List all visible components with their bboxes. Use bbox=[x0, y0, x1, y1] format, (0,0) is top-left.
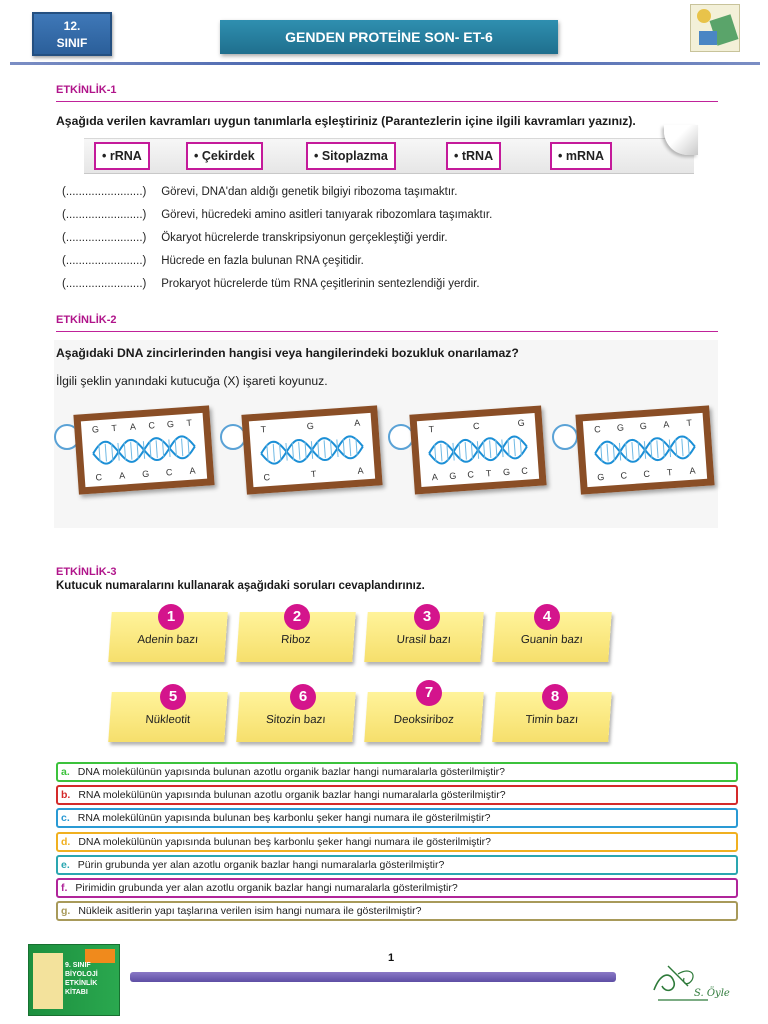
dna-base-letter: A bbox=[357, 465, 364, 476]
dna-base-pair bbox=[657, 440, 658, 458]
question-box bbox=[56, 878, 738, 898]
dna-base-pair bbox=[465, 442, 466, 460]
dna-frame-3 bbox=[409, 405, 546, 494]
checkbox-circle-4[interactable] bbox=[552, 424, 578, 450]
dna-base-pair bbox=[490, 440, 491, 458]
dna-base-letter: A bbox=[431, 471, 439, 483]
question-text: DNA molekülünün yapısında bulunan azotlu organik bazlar hangi numaralarla gösterilmiştir? bbox=[77, 766, 506, 778]
dna-base-letter: A bbox=[662, 419, 670, 430]
dna-frame-4 bbox=[575, 405, 714, 494]
note-number-1: 1 bbox=[158, 604, 184, 630]
page-curl-icon bbox=[664, 125, 698, 155]
dna-base-letter: G bbox=[517, 417, 526, 429]
dna-base-pair bbox=[619, 443, 620, 461]
book-title-1: BİYOLOJİ bbox=[65, 971, 98, 978]
dna-base-pair bbox=[477, 441, 478, 459]
activity2-divider bbox=[56, 331, 718, 332]
dna-base-letter: G bbox=[448, 470, 457, 482]
question-text: Pirimidin grubunda yer alan azotlu organik bazlar hangi numaralarla gösterilmiştir? bbox=[75, 882, 458, 894]
answer-blank[interactable]: (........................) bbox=[62, 209, 147, 221]
definition-row bbox=[62, 186, 457, 198]
signature-logo-icon bbox=[648, 960, 744, 1004]
definition-text: Ökaryot hücrelerde transkripsiyonun gerçekleştiği yerdir. bbox=[161, 232, 448, 244]
question-box bbox=[56, 832, 738, 852]
dna-base-pair bbox=[156, 440, 157, 458]
question-box bbox=[56, 855, 738, 875]
definition-row bbox=[62, 278, 480, 290]
worksheet-title: GENDEN PROTEİNE SON- ET-6 bbox=[220, 20, 558, 54]
dna-base-pair bbox=[143, 441, 144, 459]
term-trna: • tRNA bbox=[446, 142, 501, 170]
question-box bbox=[56, 808, 738, 828]
dna-base-pair bbox=[118, 443, 119, 461]
book-cover-icon bbox=[28, 944, 120, 1016]
dna-strand-drawing bbox=[583, 413, 707, 487]
term-cekirdek: • Çekirdek bbox=[186, 142, 263, 170]
dna-base-pair bbox=[299, 442, 300, 460]
dna-base-letter: A bbox=[129, 421, 137, 432]
definition-text: Hücrede en fazla bulunan RNA çeşitidir. bbox=[161, 255, 364, 267]
note-number-7: 7 bbox=[416, 680, 442, 706]
answer-blank[interactable]: (........................) bbox=[62, 186, 147, 198]
dna-base-letter: C bbox=[620, 470, 628, 481]
question-letter: a. bbox=[61, 766, 70, 778]
question-letter: e. bbox=[61, 858, 70, 871]
grade-label: SINIF bbox=[56, 36, 88, 50]
dna-base-letter: A bbox=[353, 417, 361, 428]
dna-base-pair bbox=[453, 443, 454, 461]
definition-row bbox=[62, 255, 364, 267]
question-letter: c. bbox=[61, 812, 70, 825]
definition-text: Prokaryot hücrelerde tüm RNA çeşitlerinin sentezlendiği yerdir. bbox=[161, 278, 480, 290]
dna-base-pair bbox=[286, 443, 287, 461]
dna-base-letter: G bbox=[306, 420, 315, 432]
question-text: DNA molekülünün yapısında bulunan beş karbonlu şeker hangi numara ile gösterilmiştir? bbox=[78, 835, 491, 848]
definition-text: Görevi, DNA'dan aldığı genetik bilgiyi ribozoma taşımaktır. bbox=[161, 186, 458, 198]
grade-badge bbox=[32, 12, 112, 56]
dna-strand-drawing bbox=[81, 413, 207, 487]
dna-base-pair bbox=[324, 440, 325, 458]
note-label: Sitozin bazı bbox=[265, 714, 326, 726]
term-sitoplazma: • Sitoplazma bbox=[306, 142, 396, 170]
dna-base-letter: T bbox=[260, 424, 267, 435]
activity1-divider bbox=[56, 101, 718, 102]
activity3-heading: ETKİNLİK-3 bbox=[56, 566, 117, 578]
note-label: Urasil bazı bbox=[396, 634, 452, 646]
dna-base-letter: C bbox=[643, 468, 651, 480]
dna-base-letter: G bbox=[502, 466, 511, 478]
dna-base-pair bbox=[669, 439, 670, 457]
note-label: Guanin bazı bbox=[520, 634, 584, 646]
dna-base-letter: C bbox=[263, 472, 271, 483]
dna-base-letter: T bbox=[111, 422, 118, 434]
question-letter: f. bbox=[61, 882, 68, 894]
question-text: RNA molekülünün yapısında bulunan beş karbonlu şeker hangi numara ile gösterilmiştir? bbox=[77, 812, 491, 825]
activity1-heading: ETKİNLİK-1 bbox=[56, 84, 117, 96]
cover-thumbnail-icon bbox=[690, 4, 740, 52]
dna-base-letter: G bbox=[616, 422, 625, 433]
note-label: Adenin bazı bbox=[136, 634, 199, 646]
definition-text: Görevi, hücredeki amino asitleri tanıyarak ribozomlara taşımaktır. bbox=[161, 209, 493, 221]
dna-base-letter: G bbox=[166, 418, 175, 430]
dna-base-pair bbox=[644, 441, 645, 459]
question-letter: g. bbox=[61, 905, 71, 918]
note-number-6: 6 bbox=[290, 684, 316, 710]
dna-frame-2 bbox=[241, 405, 382, 494]
dna-base-pair bbox=[273, 444, 274, 462]
dna-strand-drawing bbox=[249, 413, 375, 487]
question-box bbox=[56, 901, 738, 921]
note-number-8: 8 bbox=[542, 684, 568, 710]
term-mrna: • mRNA bbox=[550, 142, 612, 170]
question-text: RNA molekülünün yapısında bulunan azotlu organik bazlar hangi numaralarla gösterilmiştir? bbox=[78, 789, 506, 802]
header-divider bbox=[10, 62, 760, 65]
dna-base-pair bbox=[350, 439, 351, 457]
dna-base-pair bbox=[502, 440, 503, 458]
dna-base-letter: A bbox=[689, 465, 696, 476]
dna-base-letter: T bbox=[310, 468, 317, 480]
note-label: Riboz bbox=[280, 634, 311, 646]
signature-text: S. Öyle bbox=[694, 988, 730, 999]
dna-base-letter: G bbox=[639, 420, 648, 432]
term-rrna: • rRNA bbox=[94, 142, 150, 170]
note-number-5: 5 bbox=[160, 684, 186, 710]
note-label: Deoksiriboz bbox=[393, 714, 455, 726]
book-title-3: KİTABI bbox=[65, 989, 88, 996]
page-number: 1 bbox=[388, 952, 395, 964]
dna-base-pair bbox=[682, 439, 683, 457]
activity1-instruction: Aşağıda verilen kavramları uygun tanımlarla eşleştiriniz (Parantezlerin içine ilgili kavramları yazınız). bbox=[56, 114, 636, 128]
dna-base-letter: T bbox=[666, 467, 673, 478]
dna-strand-drawing bbox=[417, 413, 539, 487]
dna-base-letter: C bbox=[467, 469, 475, 480]
dna-base-letter: C bbox=[593, 424, 602, 435]
question-letter: b. bbox=[61, 789, 71, 802]
footer-bar bbox=[130, 972, 616, 982]
question-text: Nükleik asitlerin yapı taşlarına verilen isim hangi numara ile gösterilmiştir? bbox=[78, 905, 422, 918]
dna-base-letter: A bbox=[189, 465, 196, 476]
dna-base-pair bbox=[131, 442, 132, 460]
note-label: Timin bazı bbox=[525, 714, 579, 726]
dna-base-pair bbox=[441, 444, 442, 462]
dna-base-letter: C bbox=[95, 472, 103, 483]
activity2-heading: ETKİNLİK-2 bbox=[56, 314, 117, 326]
activity2-question: Aşağıdaki DNA zincirlerinden hangisi veya hangilerindeki bozukluk onarılamaz? bbox=[56, 346, 519, 360]
answer-blank[interactable]: (........................) bbox=[62, 232, 147, 244]
dna-base-letter: A bbox=[118, 470, 126, 481]
dna-base-pair bbox=[182, 439, 183, 457]
dna-base-letter: C bbox=[165, 467, 173, 478]
definition-row bbox=[62, 209, 492, 221]
question-box bbox=[56, 785, 738, 805]
question-text: Pürin grubunda yer alan azotlu organik bazlar hangi numaralarla gösterilmiştir? bbox=[77, 858, 445, 871]
dna-frame-1 bbox=[73, 405, 214, 494]
dna-base-pair bbox=[514, 439, 515, 457]
question-letter: d. bbox=[61, 835, 71, 848]
question-box bbox=[56, 762, 738, 782]
activity3-instruction: Kutucuk numaralarını kullanarak aşağıdaki soruları cevaplandırınız. bbox=[56, 580, 425, 592]
dna-base-letter: T bbox=[485, 468, 492, 479]
dna-base-letter: T bbox=[186, 417, 193, 428]
answer-blank[interactable]: (........................) bbox=[62, 278, 147, 290]
dna-base-letter: G bbox=[141, 468, 150, 480]
note-number-3: 3 bbox=[414, 604, 440, 630]
book-grade: 9. SINIF bbox=[65, 962, 91, 969]
dna-base-letter: G bbox=[596, 471, 605, 483]
dna-base-pair bbox=[169, 439, 170, 457]
dna-base-pair bbox=[105, 444, 106, 462]
dna-base-pair bbox=[311, 441, 312, 459]
dna-base-letter: C bbox=[520, 465, 529, 477]
dna-base-pair bbox=[632, 442, 633, 460]
book-title-2: ETKİNLİK bbox=[65, 980, 98, 987]
dna-base-pair bbox=[337, 439, 338, 457]
grade-number: 12. bbox=[63, 19, 81, 33]
definition-row bbox=[62, 232, 448, 244]
note-number-4: 4 bbox=[534, 604, 560, 630]
dna-base-letter: C bbox=[472, 420, 480, 432]
activity2-instruction: İlgili şeklin yanındaki kutucuğa (X) işareti koyunuz. bbox=[56, 374, 328, 388]
answer-blank[interactable]: (........................) bbox=[62, 255, 147, 267]
dna-base-letter: C bbox=[148, 420, 156, 431]
note-label: Nükleotit bbox=[144, 714, 191, 726]
dna-base-letter: T bbox=[428, 424, 435, 435]
dna-base-letter: T bbox=[686, 417, 693, 429]
note-number-2: 2 bbox=[284, 604, 310, 630]
dna-base-pair bbox=[607, 444, 608, 462]
dna-base-letter: G bbox=[91, 424, 100, 435]
